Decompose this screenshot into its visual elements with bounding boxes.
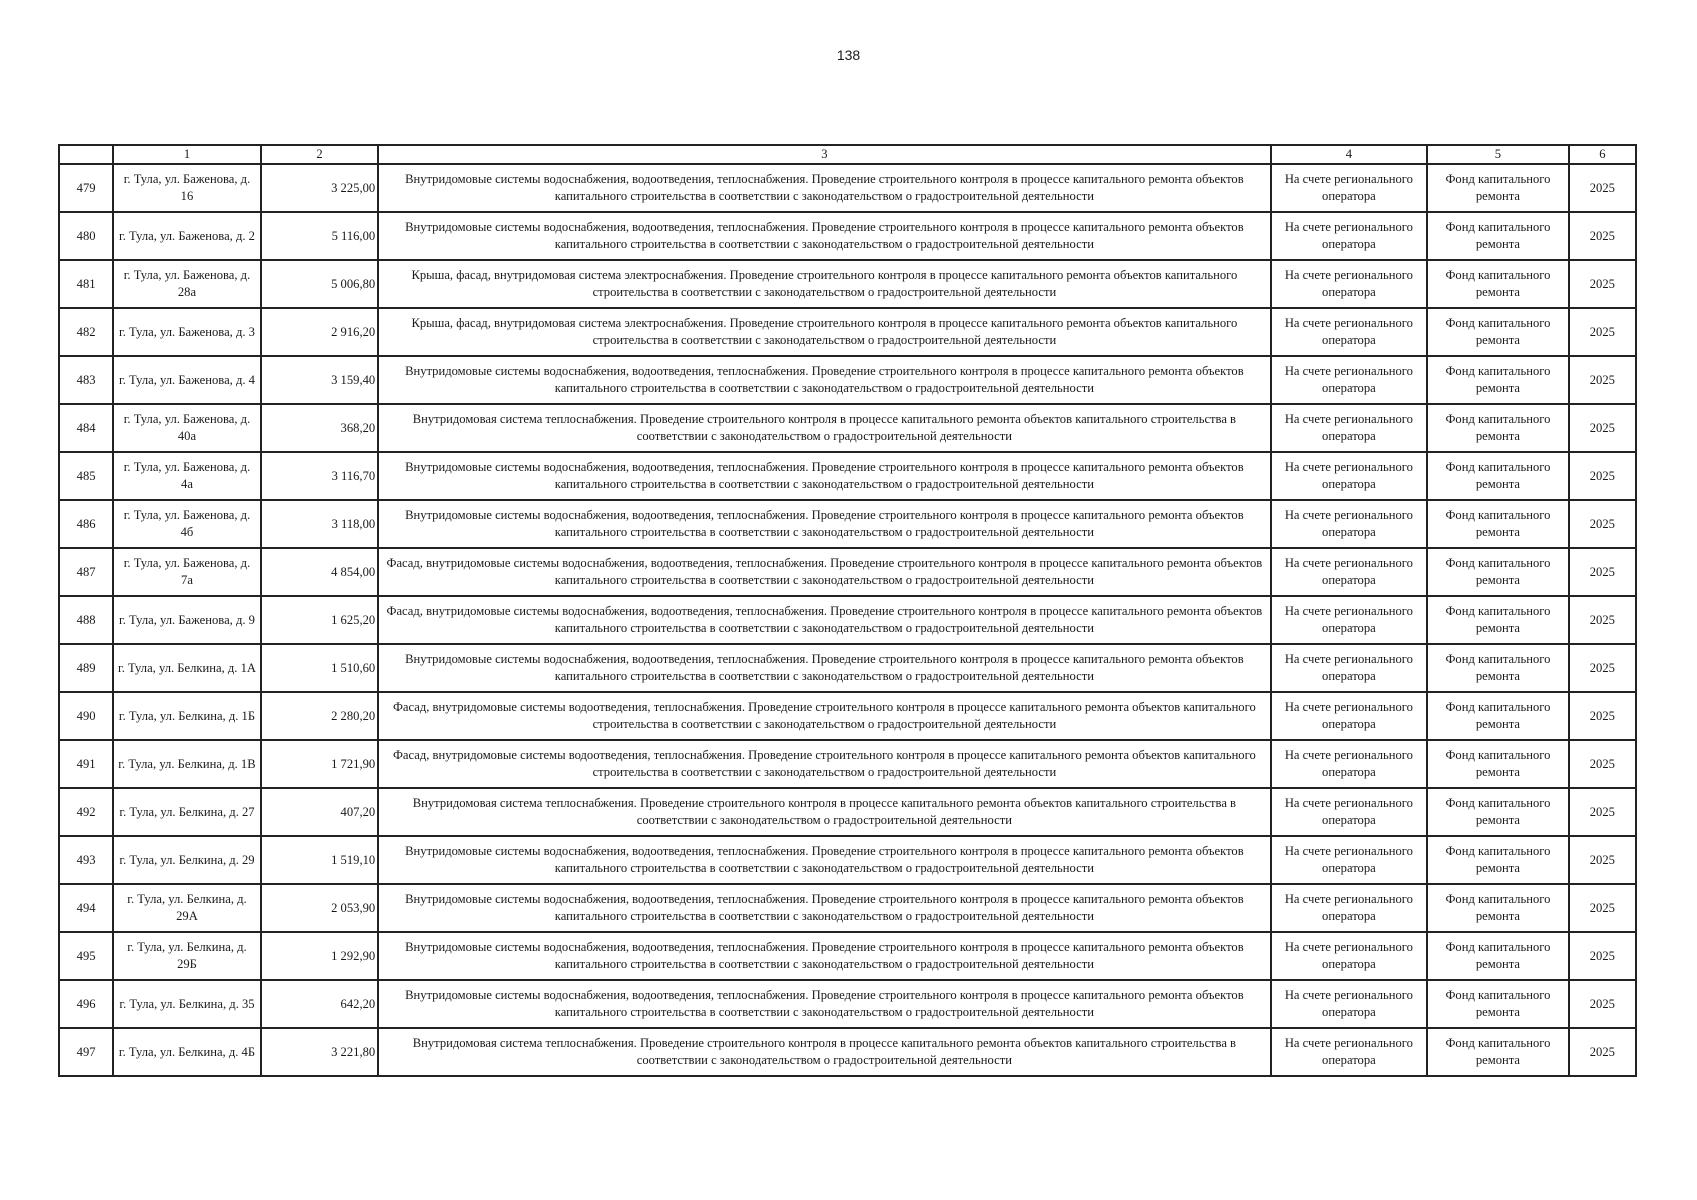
funding-source-cell: Фонд капитального ремонта: [1427, 644, 1569, 692]
account-cell: На счете регионального оператора: [1271, 212, 1428, 260]
funding-source-cell: Фонд капитального ремонта: [1427, 308, 1569, 356]
works-cell: Внутридомовые системы водоснабжения, водоотведения, теплоснабжения. Проведение строительного контроля в процессе капитального ремонта объектов капитального строительства в соответствии с законодательством о градостроительной деятельности: [378, 836, 1270, 884]
funding-source-cell: Фонд капитального ремонта: [1427, 788, 1569, 836]
funding-source-cell: Фонд капитального ремонта: [1427, 260, 1569, 308]
address-cell: г. Тула, ул. Баженова, д. 9: [113, 596, 261, 644]
works-cell: Внутридомовая система теплоснабжения. Проведение строительного контроля в процессе капитального ремонта объектов капитального строительства в соответствии с законодательством о градостроительной деятельности: [378, 404, 1270, 452]
funding-source-cell: Фонд капитального ремонта: [1427, 212, 1569, 260]
address-cell: г. Тула, ул. Баженова, д. 2: [113, 212, 261, 260]
year-cell: 2025: [1569, 548, 1636, 596]
year-cell: 2025: [1569, 596, 1636, 644]
works-cell: Внутридомовые системы водоснабжения, водоотведения, теплоснабжения. Проведение строительного контроля в процессе капитального ремонта объектов капитального строительства в соответствии с законодательством о градостроительной деятельности: [378, 356, 1270, 404]
table-row: [59, 788, 1636, 836]
year-cell: 2025: [1569, 260, 1636, 308]
year-cell: 2025: [1569, 836, 1636, 884]
row-number: 495: [59, 932, 113, 980]
year-cell: 2025: [1569, 644, 1636, 692]
funding-source-cell: Фонд капитального ремонта: [1427, 740, 1569, 788]
year-cell: 2025: [1569, 452, 1636, 500]
amount-cell: 368,20: [261, 404, 378, 452]
table-row: [59, 452, 1636, 500]
account-cell: На счете регионального оператора: [1271, 740, 1428, 788]
works-cell: Крыша, фасад, внутридомовая система электроснабжения. Проведение строительного контроля в процессе капитального ремонта объектов капитального строительства в соответствии с законодательством о градостроительной деятельности: [378, 308, 1270, 356]
year-cell: 2025: [1569, 404, 1636, 452]
account-cell: На счете регионального оператора: [1271, 596, 1428, 644]
address-cell: г. Тула, ул. Баженова, д. 28а: [113, 260, 261, 308]
address-cell: г. Тула, ул. Белкина, д. 1В: [113, 740, 261, 788]
address-cell: г. Тула, ул. Белкина, д. 35: [113, 980, 261, 1028]
column-header-cell: 6: [1569, 145, 1636, 164]
row-number: 486: [59, 500, 113, 548]
amount-cell: 2 916,20: [261, 308, 378, 356]
address-cell: г. Тула, ул. Баженова, д. 4а: [113, 452, 261, 500]
amount-cell: 3 116,70: [261, 452, 378, 500]
row-number: 482: [59, 308, 113, 356]
column-header-cell: 2: [261, 145, 378, 164]
year-cell: 2025: [1569, 740, 1636, 788]
works-cell: Фасад, внутридомовые системы водоснабжения, водоотведения, теплоснабжения. Проведение строительного контроля в процессе капитального ремонта объектов капитального строительства в соответствии с законодательством о градостроительной деятельности: [378, 548, 1270, 596]
table-row: [59, 980, 1636, 1028]
row-number: 493: [59, 836, 113, 884]
account-cell: На счете регионального оператора: [1271, 452, 1428, 500]
account-cell: На счете регионального оператора: [1271, 692, 1428, 740]
amount-cell: 3 118,00: [261, 500, 378, 548]
address-cell: г. Тула, ул. Баженова, д. 16: [113, 164, 261, 212]
row-number: 484: [59, 404, 113, 452]
works-cell: Внутридомовые системы водоснабжения, водоотведения, теплоснабжения. Проведение строительного контроля в процессе капитального ремонта объектов капитального строительства в соответствии с законодательством о градостроительной деятельности: [378, 452, 1270, 500]
amount-cell: 4 854,00: [261, 548, 378, 596]
account-cell: На счете регионального оператора: [1271, 548, 1428, 596]
amount-cell: 1 625,20: [261, 596, 378, 644]
account-cell: На счете регионального оператора: [1271, 1028, 1428, 1076]
amount-cell: 3 221,80: [261, 1028, 378, 1076]
table-row: [59, 1028, 1636, 1076]
address-cell: г. Тула, ул. Баженова, д. 4б: [113, 500, 261, 548]
address-cell: г. Тула, ул. Белкина, д. 1Б: [113, 692, 261, 740]
address-cell: г. Тула, ул. Баженова, д. 3: [113, 308, 261, 356]
amount-cell: 2 053,90: [261, 884, 378, 932]
year-cell: 2025: [1569, 356, 1636, 404]
column-header-cell: [59, 145, 113, 164]
amount-cell: 3 159,40: [261, 356, 378, 404]
funding-source-cell: Фонд капитального ремонта: [1427, 164, 1569, 212]
funding-source-cell: Фонд капитального ремонта: [1427, 548, 1569, 596]
address-cell: г. Тула, ул. Белкина, д. 1А: [113, 644, 261, 692]
table-row: [59, 884, 1636, 932]
year-cell: 2025: [1569, 212, 1636, 260]
works-cell: Внутридомовые системы водоснабжения, водоотведения, теплоснабжения. Проведение строительного контроля в процессе капитального ремонта объектов капитального строительства в соответствии с законодательством о градостроительной деятельности: [378, 500, 1270, 548]
amount-cell: 1 519,10: [261, 836, 378, 884]
funding-source-cell: Фонд капитального ремонта: [1427, 1028, 1569, 1076]
year-cell: 2025: [1569, 692, 1636, 740]
row-number: 496: [59, 980, 113, 1028]
funding-source-cell: Фонд капитального ремонта: [1427, 452, 1569, 500]
works-cell: Фасад, внутридомовые системы водоотведения, теплоснабжения. Проведение строительного контроля в процессе капитального ремонта объектов капитального строительства в соответствии с законодательством о градостроительной деятельности: [378, 740, 1270, 788]
amount-cell: 1 292,90: [261, 932, 378, 980]
year-cell: 2025: [1569, 164, 1636, 212]
column-header-cell: 1: [113, 145, 261, 164]
year-cell: 2025: [1569, 500, 1636, 548]
address-cell: г. Тула, ул. Белкина, д. 29: [113, 836, 261, 884]
address-cell: г. Тула, ул. Баженова, д. 40а: [113, 404, 261, 452]
funding-source-cell: Фонд капитального ремонта: [1427, 836, 1569, 884]
row-number: 489: [59, 644, 113, 692]
funding-source-cell: Фонд капитального ремонта: [1427, 356, 1569, 404]
column-header-cell: 4: [1271, 145, 1428, 164]
account-cell: На счете регионального оператора: [1271, 356, 1428, 404]
table-row: [59, 836, 1636, 884]
year-cell: 2025: [1569, 308, 1636, 356]
works-cell: Фасад, внутридомовые системы водоотведения, теплоснабжения. Проведение строительного контроля в процессе капитального ремонта объектов капитального строительства в соответствии с законодательством о градостроительной деятельности: [378, 692, 1270, 740]
table-row: [59, 548, 1636, 596]
row-number: 490: [59, 692, 113, 740]
table-row: [59, 164, 1636, 212]
page-number: 138: [836, 47, 861, 63]
funding-source-cell: Фонд капитального ремонта: [1427, 500, 1569, 548]
works-cell: Внутридомовая система теплоснабжения. Проведение строительного контроля в процессе капитального ремонта объектов капитального строительства в соответствии с законодательством о градостроительной деятельности: [378, 1028, 1270, 1076]
account-cell: На счете регионального оператора: [1271, 644, 1428, 692]
address-cell: г. Тула, ул. Белкина, д. 29Б: [113, 932, 261, 980]
account-cell: На счете регионального оператора: [1271, 164, 1428, 212]
table-row: [59, 356, 1636, 404]
table-row: [59, 212, 1636, 260]
account-cell: На счете регионального оператора: [1271, 500, 1428, 548]
column-header-cell: 5: [1427, 145, 1569, 164]
column-header-cell: 3: [378, 145, 1270, 164]
year-cell: 2025: [1569, 884, 1636, 932]
year-cell: 2025: [1569, 932, 1636, 980]
table-row: [59, 740, 1636, 788]
row-number: 488: [59, 596, 113, 644]
account-cell: На счете регионального оператора: [1271, 980, 1428, 1028]
address-cell: г. Тула, ул. Белкина, д. 29А: [113, 884, 261, 932]
address-cell: г. Тула, ул. Баженова, д. 4: [113, 356, 261, 404]
funding-source-cell: Фонд капитального ремонта: [1427, 596, 1569, 644]
row-number: 492: [59, 788, 113, 836]
account-cell: На счете регионального оператора: [1271, 884, 1428, 932]
account-cell: На счете регионального оператора: [1271, 308, 1428, 356]
table-row: [59, 404, 1636, 452]
address-cell: г. Тула, ул. Белкина, д. 4Б: [113, 1028, 261, 1076]
table-row: [59, 500, 1636, 548]
table-row: [59, 644, 1636, 692]
amount-cell: 407,20: [261, 788, 378, 836]
row-number: 483: [59, 356, 113, 404]
funding-source-cell: Фонд капитального ремонта: [1427, 692, 1569, 740]
funding-source-cell: Фонд капитального ремонта: [1427, 932, 1569, 980]
amount-cell: 5 116,00: [261, 212, 378, 260]
amount-cell: 1 721,90: [261, 740, 378, 788]
works-cell: Внутридомовая система теплоснабжения. Проведение строительного контроля в процессе капитального ремонта объектов капитального строительства в соответствии с законодательством о градостроительной деятельности: [378, 788, 1270, 836]
amount-cell: 3 225,00: [261, 164, 378, 212]
amount-cell: 2 280,20: [261, 692, 378, 740]
row-number: 494: [59, 884, 113, 932]
repair-register-table: [58, 144, 1637, 1077]
row-number: 480: [59, 212, 113, 260]
works-cell: Внутридомовые системы водоснабжения, водоотведения, теплоснабжения. Проведение строительного контроля в процессе капитального ремонта объектов капитального строительства в соответствии с законодательством о градостроительной деятельности: [378, 932, 1270, 980]
works-cell: Внутридомовые системы водоснабжения, водоотведения, теплоснабжения. Проведение строительного контроля в процессе капитального ремонта объектов капитального строительства в соответствии с законодательством о градостроительной деятельности: [378, 212, 1270, 260]
funding-source-cell: Фонд капитального ремонта: [1427, 884, 1569, 932]
account-cell: На счете регионального оператора: [1271, 260, 1428, 308]
address-cell: г. Тула, ул. Баженова, д. 7а: [113, 548, 261, 596]
amount-cell: 5 006,80: [261, 260, 378, 308]
column-number-row: [59, 145, 1636, 164]
amount-cell: 1 510,60: [261, 644, 378, 692]
year-cell: 2025: [1569, 788, 1636, 836]
amount-cell: 642,20: [261, 980, 378, 1028]
year-cell: 2025: [1569, 980, 1636, 1028]
table-row: [59, 308, 1636, 356]
row-number: 485: [59, 452, 113, 500]
works-cell: Внутридомовые системы водоснабжения, водоотведения, теплоснабжения. Проведение строительного контроля в процессе капитального ремонта объектов капитального строительства в соответствии с законодательством о градостроительной деятельности: [378, 644, 1270, 692]
table-row: [59, 596, 1636, 644]
table-row: [59, 692, 1636, 740]
row-number: 491: [59, 740, 113, 788]
funding-source-cell: Фонд капитального ремонта: [1427, 404, 1569, 452]
works-cell: Внутридомовые системы водоснабжения, водоотведения, теплоснабжения. Проведение строительного контроля в процессе капитального ремонта объектов капитального строительства в соответствии с законодательством о градостроительной деятельности: [378, 980, 1270, 1028]
row-number: 487: [59, 548, 113, 596]
row-number: 481: [59, 260, 113, 308]
funding-source-cell: Фонд капитального ремонта: [1427, 980, 1569, 1028]
account-cell: На счете регионального оператора: [1271, 404, 1428, 452]
works-cell: Внутридомовые системы водоснабжения, водоотведения, теплоснабжения. Проведение строительного контроля в процессе капитального ремонта объектов капитального строительства в соответствии с законодательством о градостроительной деятельности: [378, 164, 1270, 212]
row-number: 497: [59, 1028, 113, 1076]
year-cell: 2025: [1569, 1028, 1636, 1076]
table-row: [59, 260, 1636, 308]
works-cell: Внутридомовые системы водоснабжения, водоотведения, теплоснабжения. Проведение строительного контроля в процессе капитального ремонта объектов капитального строительства в соответствии с законодательством о градостроительной деятельности: [378, 884, 1270, 932]
address-cell: г. Тула, ул. Белкина, д. 27: [113, 788, 261, 836]
account-cell: На счете регионального оператора: [1271, 932, 1428, 980]
row-number: 479: [59, 164, 113, 212]
works-cell: Крыша, фасад, внутридомовая система электроснабжения. Проведение строительного контроля в процессе капитального ремонта объектов капитального строительства в соответствии с законодательством о градостроительной деятельности: [378, 260, 1270, 308]
table-row: [59, 932, 1636, 980]
account-cell: На счете регионального оператора: [1271, 836, 1428, 884]
table-body: [59, 145, 1636, 1076]
works-cell: Фасад, внутридомовые системы водоснабжения, водоотведения, теплоснабжения. Проведение строительного контроля в процессе капитального ремонта объектов капитального строительства в соответствии с законодательством о градостроительной деятельности: [378, 596, 1270, 644]
account-cell: На счете регионального оператора: [1271, 788, 1428, 836]
